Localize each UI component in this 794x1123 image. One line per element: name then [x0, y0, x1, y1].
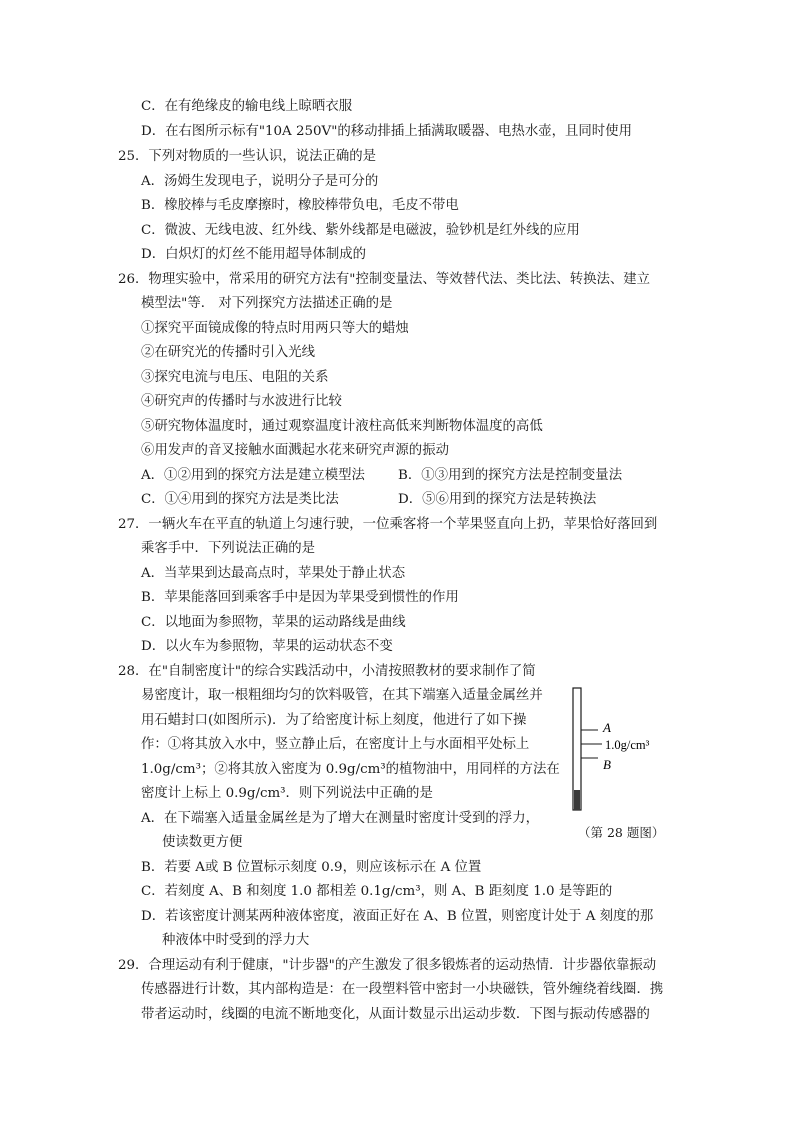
q28-option-a-line-2: 使读数更方便 — [162, 835, 243, 850]
q28-stem-line-1: 28．在"自制密度计"的综合实践活动中，小清按照教材的要求制作了简 — [118, 664, 536, 679]
q29-stem-line-1: 29．合理运动有利于健康，"计步器"的产生激发了很多锻炼者的运动热情．计步器依靠振动 — [118, 958, 657, 973]
q28-stem-line-4: 作：①将其放入水中，竖立静止后，在密度计上与水面相平处标上 — [141, 737, 530, 752]
q28-stem-line-6: 密度计上标上 0.9g/cm³．则下列说法中正确的是 — [141, 786, 433, 801]
q26-option-d: D．⑤⑥用到的探究方法是转换法 — [398, 492, 597, 507]
q28-option-c: C．若刻度 A、B 和刻度 1.0 都相差 0.1g/cm³，则 A、B 距刻度 1.0 是等距的 — [141, 884, 613, 899]
label-a: A — [603, 720, 611, 735]
q26-option-b: B．①③用到的探究方法是控制变量法 — [398, 468, 623, 483]
label-b: B — [603, 757, 611, 772]
q28-option-b: B．若要 A或 B 位置标示刻度 0.9，则应该标示在 A 位置 — [141, 860, 482, 875]
q26-option-a: A．①②用到的探究方法是建立模型法 — [141, 468, 365, 483]
q29-stem-line-3: 带者运动时，线圈的电流不断地变化，从面计数显示出运动步数．下图与振动传感器的 — [141, 1007, 650, 1022]
q26-item-5: ⑤研究物体温度时，通过观察温度计液柱高低来判断物体温度的高低 — [141, 419, 543, 434]
q25-option-c: C．微波、无线电波、红外线、紫外线都是电磁波，验钞机是红外线的应用 — [141, 223, 580, 238]
q26-stem-line-1: 26．物理实验中，常采用的研究方法有"控制变量法、等效替代法、类比法、转换法、建立 — [118, 272, 651, 287]
q25-stem: 25．下列对物质的一些认识，说法正确的是 — [118, 149, 377, 164]
q26-item-4: ④研究声的传播时与水波进行比较 — [141, 394, 342, 409]
q26-item-1: ①探究平面镜成像的特点时用两只等大的蜡烛 — [141, 321, 409, 336]
q26-item-3: ③探究电流与电压、电阻的关系 — [141, 370, 329, 385]
q28-option-a-line-1: A．在下端塞入适量金属丝是为了增大在测量时密度计受到的浮力， — [141, 811, 539, 826]
q24-option-d: D．在右图所示标有"10A 250V"的移动排插上插满取暖器、电热水壶，且同时使用 — [141, 124, 632, 139]
q25-option-d: D．白炽灯的灯丝不能用超导体制成的 — [141, 247, 366, 262]
q25-option-a: A．汤姆生发现电子，说明分子是可分的 — [141, 174, 379, 189]
q29-stem-line-2: 传感器进行计数，其内部构造是：在一段塑料管中密封一小块磁铁，管外缠绕着线圈．携 — [141, 982, 664, 997]
q28-option-d-line-1: D．若该密度计测某两种液体密度，液面正好在 A、B 位置，则密度计处于 A 刻度的那 — [141, 909, 654, 924]
q27-option-d: D．以火车为参照物，苹果的运动状态不变 — [141, 639, 393, 654]
label-1-0: 1.0g/cm³ — [605, 738, 650, 752]
q26-stem-line-2: 模型法"等． 对下列探究方法描述正确的是 — [141, 296, 393, 311]
q27-option-c: C．以地面为参照物，苹果的运动路线是曲线 — [141, 615, 406, 630]
q28-option-d-line-2: 种液体中时受到的浮力大 — [162, 933, 310, 948]
metal-wire-plug — [574, 790, 580, 810]
q26-item-2: ②在研究光的传播时引入光线 — [141, 345, 316, 360]
q27-stem-line-1: 27．一辆火车在平直的轨道上匀速行驶，一位乘客将一个苹果竖直向上扔，苹果恰好落回到 — [118, 517, 658, 532]
q26-item-6: ⑥用发声的音叉接触水面溅起水花来研究声源的振动 — [141, 443, 449, 458]
figure-28-caption: （第 28 题图） — [578, 825, 665, 840]
q27-option-a: A．当苹果到达最高点时，苹果处于静止状态 — [141, 566, 406, 581]
q28-stem-line-5: 1.0g/cm³；②将其放入密度为 0.9g/cm³的植物油中，用同样的方法在 — [141, 762, 560, 777]
q26-option-c: C．①④用到的探究方法是类比法 — [141, 492, 339, 507]
q24-option-c: C．在有绝缘皮的输电线上晾晒衣服 — [141, 99, 353, 114]
q25-option-b: B．橡胶棒与毛皮摩擦时，橡胶棒带负电，毛皮不带电 — [141, 198, 459, 213]
q28-stem-line-3: 用石蜡封口(如图所示)．为了给密度计标上刻度，他进行了如下操 — [141, 713, 527, 728]
q27-option-b: B．苹果能落回到乘客手中是因为苹果受到惯性的作用 — [141, 590, 459, 605]
q27-stem-line-2: 乘客手中．下列说法正确的是 — [141, 541, 316, 556]
q28-stem-line-2: 易密度计，取一根粗细均匀的饮料吸管，在其下端塞入适量金属丝并 — [141, 688, 543, 703]
